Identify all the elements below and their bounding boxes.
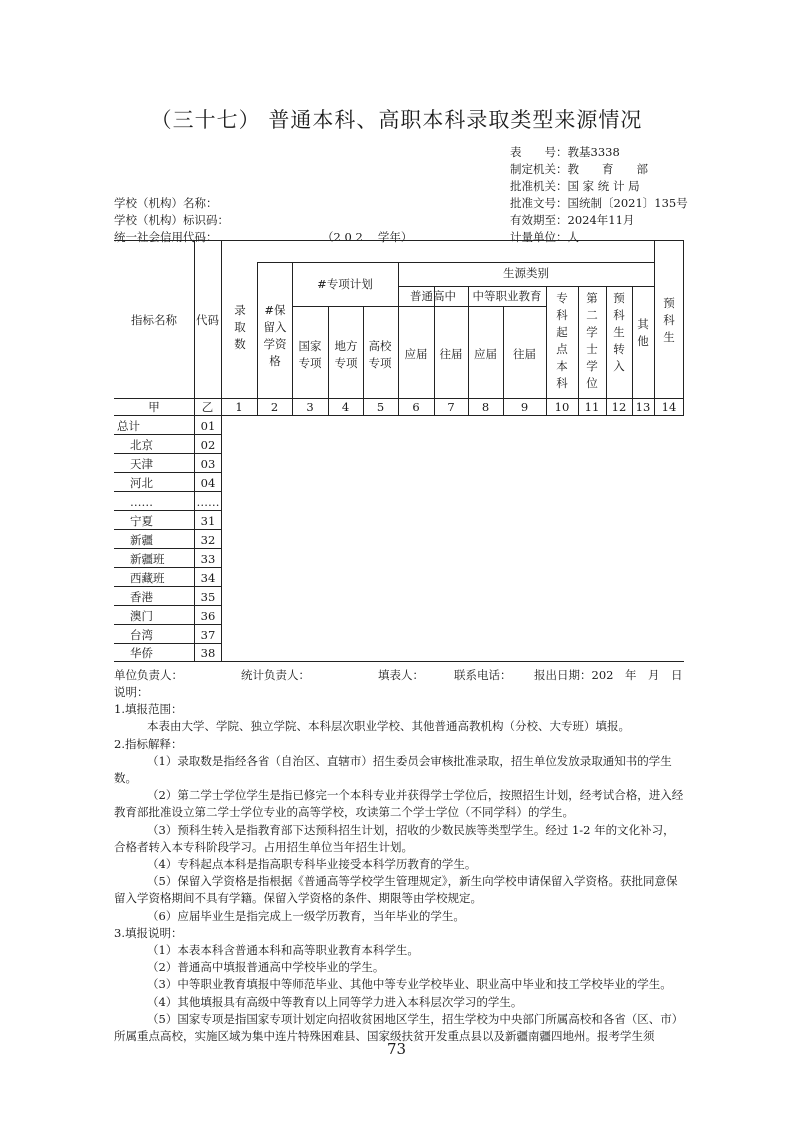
head-general-high-school: 普通高中 bbox=[410, 289, 456, 303]
row-label: 香港 bbox=[130, 590, 153, 604]
row-code: 38 bbox=[200, 646, 216, 660]
row-code: 32 bbox=[200, 533, 216, 547]
notes-heading: 说明： bbox=[114, 685, 149, 699]
instruction-1: （1）本表本科含普通本科和高等职业教育本科学生。 bbox=[147, 943, 419, 958]
head-special-plan: #专项计划 bbox=[317, 277, 373, 291]
issuing-authority: 制定机关：教 育 部 bbox=[510, 162, 648, 176]
head-special-national: 国家专项 bbox=[298, 339, 322, 370]
row-code: 04 bbox=[200, 476, 216, 490]
head-past-graduates-vocational: 往届 bbox=[513, 347, 536, 361]
row-label: 西藏班 bbox=[130, 571, 165, 585]
row-code: 37 bbox=[200, 628, 216, 642]
head-zhuanke-to-bachelor: 专科起点本科 bbox=[556, 291, 568, 390]
head-indicator-name: 指标名称 bbox=[131, 313, 177, 327]
head-admitted: 录取数 bbox=[234, 303, 246, 351]
row-code: 35 bbox=[200, 590, 216, 604]
col-number-10: 10 bbox=[554, 400, 570, 414]
col-number-4: 4 bbox=[341, 400, 350, 414]
section-definitions-heading: 2.指标解释： bbox=[114, 736, 183, 751]
row-label: 华侨 bbox=[130, 646, 153, 660]
head-vocational-education: 中等职业教育 bbox=[472, 289, 542, 303]
school-name-field: 学校（机构）名称： bbox=[114, 196, 218, 210]
filler-label: 填表人： bbox=[378, 668, 424, 682]
col-number-1: 1 bbox=[235, 400, 243, 414]
col-number-6: 6 bbox=[412, 400, 420, 414]
definition-admitted: （1）录取数是指经各省（自治区、直辖市）招生委员会审核批准录取，招生单位发放录取通知书的学生数。 bbox=[114, 753, 672, 786]
head-second-bachelor: 第二学士学位 bbox=[586, 291, 598, 390]
statistics-head-label: 统计负责人： bbox=[241, 668, 310, 682]
head-current-graduates: 应届 bbox=[404, 347, 428, 361]
row-label: 河北 bbox=[130, 476, 153, 490]
definition-second-degree: （2）第二学士学位学生是指已修完一个本科专业并获得学士学位后，按照招生计划，经考试合格，进入经教育部批准设立第二学士学位专业的高等学校，攻读第二个学士学位（不同学科）的学生。 bbox=[114, 788, 684, 820]
unit-head-label: 单位负责人： bbox=[114, 668, 183, 682]
col-number-jia: 甲 bbox=[148, 400, 160, 414]
col-number-2: 2 bbox=[270, 400, 279, 414]
definition-reserve: （5）保留入学资格是指根据《普通高等学校学生管理规定》，新生向学校申请保留入学资格。获批同意保留入学资格期间不具有学籍。保留入学资格的条件、期限等由学校规定。 bbox=[114, 874, 678, 906]
valid-until: 有效期至：2024年11月 bbox=[510, 213, 635, 227]
instruction-2: （2）普通高中填报普通高中学校毕业的学生。 bbox=[147, 960, 385, 975]
row-code: 31 bbox=[200, 514, 216, 528]
row-label-total: 总计 bbox=[117, 419, 140, 433]
row-label: 新疆 bbox=[130, 533, 153, 547]
form-meta-left bbox=[114, 195, 229, 246]
row-label: 新疆班 bbox=[130, 552, 165, 566]
col-number-7: 7 bbox=[447, 400, 455, 414]
col-number-13: 13 bbox=[635, 400, 651, 414]
head-source-category: 生源类别 bbox=[503, 266, 549, 280]
row-code: 36 bbox=[200, 609, 216, 623]
section-scope-text: 本表由大学、学院、独立学院、本科层次职业学校、其他普通高教机构（分校、大专班）填报。 bbox=[147, 719, 630, 734]
col-number-3: 3 bbox=[306, 400, 314, 414]
head-prep-transfer: 预科生转入 bbox=[613, 291, 625, 373]
report-date-label: 报出日期：202 年 月 日 bbox=[534, 668, 683, 682]
row-code-total: 01 bbox=[200, 419, 216, 433]
row-code: 02 bbox=[200, 438, 216, 452]
statistics-table bbox=[114, 240, 684, 662]
head-current-graduates-vocational: 应届 bbox=[474, 347, 497, 361]
school-id-field: 学校（机构）标识码： bbox=[114, 213, 229, 227]
form-meta-right bbox=[510, 144, 688, 246]
head-prep-students: 预科生 bbox=[663, 296, 675, 344]
row-label: 北京 bbox=[130, 438, 153, 452]
definition-zhuanke: （4）专科起点本科是指高职专科毕业接受本科学历教育的学生。 bbox=[147, 857, 477, 872]
row-code-ellipsis: …… bbox=[196, 495, 220, 509]
academic-year-note: （2 0 2 学年） bbox=[322, 230, 413, 244]
row-label: 宁夏 bbox=[130, 514, 153, 528]
instructions bbox=[114, 684, 686, 1045]
definition-prep-transfer: （3）预科生转入是指教育部下达预科招生计划，招收的少数民族等类型学生。经过 1-2 年的文化补习，合格者转入本专科阶段学习。占用招生单位当年招生计划。 bbox=[114, 822, 675, 854]
head-other: 其他 bbox=[637, 317, 649, 348]
head-past-graduates: 往届 bbox=[439, 347, 463, 361]
col-number-yi: 乙 bbox=[201, 400, 214, 414]
form-number: 表 号：教基3338 bbox=[510, 145, 620, 159]
head-special-university: 高校专项 bbox=[368, 339, 392, 370]
row-label: 澳门 bbox=[130, 609, 153, 623]
instruction-4: （4）其他填报具有高级中等教育以上同等学力进入本科层次学习的学生。 bbox=[147, 994, 523, 1009]
col-number-11: 11 bbox=[584, 400, 600, 414]
instruction-3: （3）中等职业教育填报中等师范毕业、其他中等专业学校毕业、职业高中毕业和技工学校毕业的学生。 bbox=[147, 977, 672, 992]
head-special-local: 地方专项 bbox=[334, 339, 358, 370]
instruction-5: （5）国家专项是指国家专项计划定向招收贫困地区学生，招生学校为中央部门所属高校和各省（区、市）所属重点高校，实施区域为集中连片特殊困难县、国家级扶贫开发重点县以及新疆南疆四地州。报考学生须 bbox=[114, 1011, 684, 1044]
row-code: 33 bbox=[200, 552, 216, 566]
section-scope-heading: 1.填报范围： bbox=[114, 702, 183, 717]
col-number-14: 14 bbox=[661, 400, 677, 414]
page-title: （三十七） 普通本科、高职本科录取类型来源情况 bbox=[150, 108, 643, 132]
credit-code-field: 统一社会信用代码： bbox=[114, 230, 218, 244]
definition-current-graduates: （6）应届毕业生是指完成上一级学历教育，当年毕业的学生。 bbox=[147, 908, 465, 923]
col-number-12: 12 bbox=[611, 400, 627, 414]
unit-of-measure: 计量单位：人 bbox=[510, 230, 579, 244]
page-number: 73 bbox=[386, 1040, 407, 1058]
col-number-8: 8 bbox=[481, 400, 490, 414]
col-number-5: 5 bbox=[376, 400, 385, 414]
row-label: 台湾 bbox=[130, 628, 153, 642]
section-instructions-heading: 3.填报说明： bbox=[114, 925, 183, 940]
head-reserve-qualification: #保留入学资格 bbox=[263, 303, 287, 368]
approving-authority: 批准机关：国 家 统 计 局 bbox=[510, 179, 640, 193]
row-code: 34 bbox=[200, 571, 216, 585]
col-number-9: 9 bbox=[520, 400, 529, 414]
phone-label: 联系电话： bbox=[454, 668, 512, 682]
row-label: 天津 bbox=[130, 457, 153, 471]
row-label-ellipsis: …… bbox=[130, 495, 153, 509]
row-code: 03 bbox=[200, 457, 216, 471]
approval-number: 批准文号：国统制〔2021〕135号 bbox=[510, 196, 688, 210]
head-code: 代码 bbox=[196, 313, 219, 327]
